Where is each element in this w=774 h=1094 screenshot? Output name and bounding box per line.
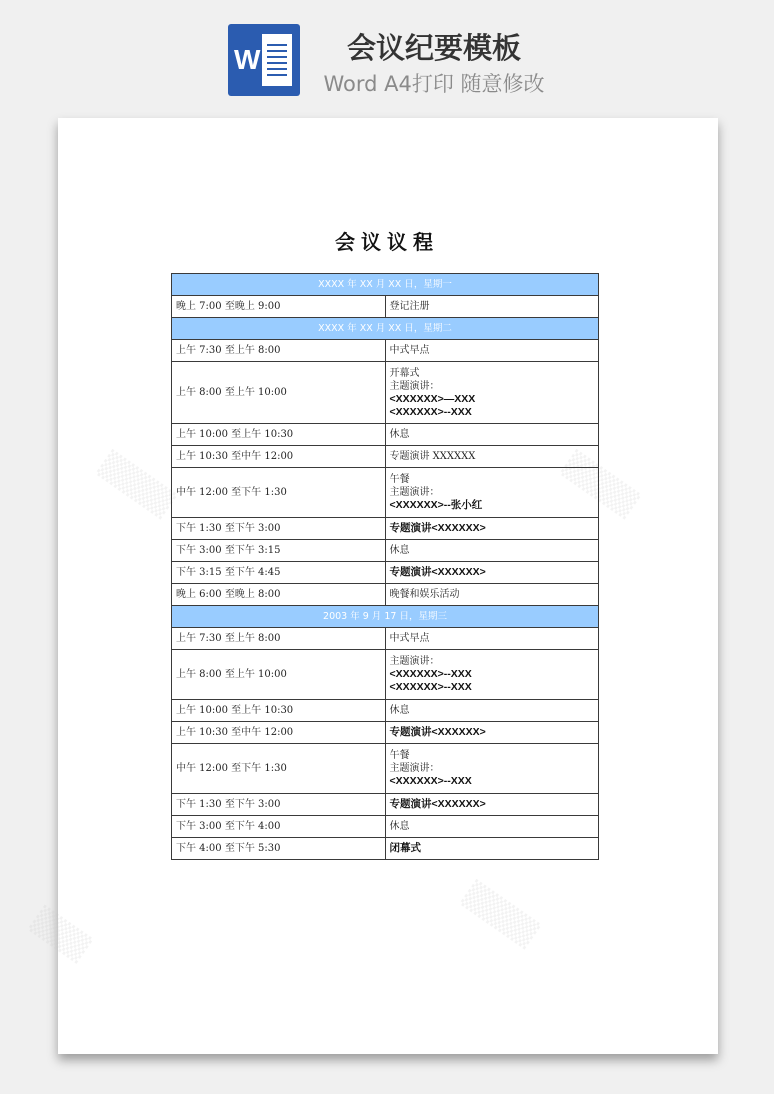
agenda-row	[172, 540, 599, 562]
agenda-table	[171, 273, 599, 860]
agenda-time: 上午 10:00 至上午 10:30	[172, 700, 386, 722]
agenda-row	[172, 650, 599, 700]
agenda-row	[172, 340, 599, 362]
agenda-row	[172, 424, 599, 446]
agenda-row	[172, 562, 599, 584]
agenda-time: 上午 7:30 至上午 8:00	[172, 340, 386, 362]
agenda-row	[172, 816, 599, 838]
agenda-time: 下午 1:30 至下午 3:00	[172, 794, 386, 816]
agenda-item-line: 主题演讲：	[389, 656, 440, 667]
word-letter: W	[234, 44, 261, 75]
agenda-item-line: 休息	[389, 429, 410, 440]
agenda-time: 下午 3:00 至下午 4:00	[172, 816, 386, 838]
agenda-row	[172, 700, 599, 722]
agenda-time: 晚上 6:00 至晚上 8:00	[172, 584, 386, 606]
header	[0, 0, 774, 110]
day-date: 2003 年 9 月 17 日，星期三	[172, 606, 599, 628]
agenda-item-line: 主题演讲：	[389, 380, 440, 392]
agenda-item-line: 休息	[389, 705, 410, 716]
agenda-item-line: <XXXXXX>--XXX	[389, 405, 472, 418]
agenda-row	[172, 744, 599, 794]
agenda-item	[385, 518, 599, 540]
agenda-time: 上午 8:00 至上午 10:00	[172, 650, 386, 700]
agenda-item	[385, 296, 599, 318]
agenda-item-line: 专题演讲<XXXXXX>	[389, 566, 486, 578]
agenda-item-line: 开幕式	[389, 367, 420, 379]
agenda-item-line: 闭幕式	[389, 842, 421, 854]
agenda-item	[385, 650, 599, 700]
watermark-decoration: ▒▒▒	[26, 905, 94, 965]
agenda-time: 上午 10:30 至中午 12:00	[172, 446, 386, 468]
agenda-row	[172, 518, 599, 540]
agenda-item-line: 专题演讲 XXXXXX	[389, 451, 476, 462]
agenda-row	[172, 628, 599, 650]
agenda-item-line: 专题演讲<XXXXXX>	[389, 726, 486, 738]
watermark-decoration: ▒▒▒▒	[558, 449, 642, 521]
agenda-row	[172, 468, 599, 518]
day-date: XXXX 年 XX 月 XX 日，星期一	[172, 274, 599, 296]
agenda-item-line: 午餐	[389, 474, 410, 485]
agenda-item-line: 专题演讲<XXXXXX>	[389, 522, 486, 534]
agenda-item-line: <XXXXXX>--XXX	[389, 775, 472, 787]
agenda-item	[385, 838, 599, 860]
agenda-item-line: 休息	[389, 545, 410, 556]
agenda-item	[385, 584, 599, 606]
agenda-item-line: 午餐	[389, 750, 410, 761]
agenda-time: 中午 12:00 至下午 1:30	[172, 468, 386, 518]
agenda-body	[172, 274, 599, 860]
agenda-row	[172, 584, 599, 606]
agenda-item-line: <XXXXXX>--XXX	[389, 681, 472, 693]
page-title: 会议纪要模板	[346, 31, 521, 65]
agenda-row	[172, 446, 599, 468]
page-subtitle: Word A4打印 随意修改	[323, 72, 545, 96]
agenda-item	[385, 744, 599, 794]
agenda-row	[172, 362, 599, 424]
agenda-item	[385, 424, 599, 446]
agenda-item	[385, 794, 599, 816]
agenda-item	[385, 562, 599, 584]
agenda-item-line: 休息	[389, 821, 410, 832]
agenda-item-line: 主题演讲：	[389, 487, 440, 498]
agenda-row	[172, 838, 599, 860]
agenda-row	[172, 722, 599, 744]
agenda-day-header	[172, 318, 599, 340]
agenda-time: 上午 8:00 至上午 10:00	[172, 362, 386, 424]
agenda-item-line: 中式早点	[389, 345, 430, 356]
word-document-icon	[228, 24, 300, 96]
agenda-item	[385, 340, 599, 362]
agenda-time: 上午 10:30 至中午 12:00	[172, 722, 386, 744]
agenda-item	[385, 816, 599, 838]
agenda-time: 上午 7:30 至上午 8:00	[172, 628, 386, 650]
agenda-item-line: <XXXXXX>--XXX	[389, 668, 472, 680]
agenda-time: 中午 12:00 至下午 1:30	[172, 744, 386, 794]
agenda-item	[385, 722, 599, 744]
agenda-item	[385, 700, 599, 722]
watermark-decoration: ▒▒▒▒	[94, 449, 178, 521]
agenda-row	[172, 296, 599, 318]
agenda-item	[385, 362, 599, 424]
day-date: XXXX 年 XX 月 XX 日，星期二	[172, 318, 599, 340]
agenda-row	[172, 794, 599, 816]
agenda-time: 上午 10:00 至上午 10:30	[172, 424, 386, 446]
agenda-time: 下午 3:15 至下午 4:45	[172, 562, 386, 584]
agenda-item	[385, 446, 599, 468]
agenda-item-line: 专题演讲<XXXXXX>	[389, 798, 486, 810]
agenda-time: 晚上 7:00 至晚上 9:00	[172, 296, 386, 318]
agenda-time: 下午 1:30 至下午 3:00	[172, 518, 386, 540]
agenda-item	[385, 628, 599, 650]
agenda-item-line: 登记注册	[389, 301, 430, 312]
agenda-item-line: 中式早点	[389, 633, 430, 644]
agenda-time: 下午 3:00 至下午 3:15	[172, 540, 386, 562]
agenda-item-line: 晚餐和娱乐活动	[389, 589, 460, 600]
agenda-item-line: 主题演讲：	[389, 763, 440, 774]
agenda-day-header	[172, 274, 599, 296]
document-title: 会议议程	[335, 230, 439, 254]
agenda-item	[385, 540, 599, 562]
agenda-item	[385, 468, 599, 518]
watermark-decoration: ▒▒▒▒	[458, 879, 542, 951]
agenda-day-header	[172, 606, 599, 628]
agenda-item-line: <XXXXXX>--张小红	[389, 499, 483, 511]
agenda-time: 下午 4:00 至下午 5:30	[172, 838, 386, 860]
agenda-item-line: <XXXXXX>—XXX	[389, 392, 476, 405]
